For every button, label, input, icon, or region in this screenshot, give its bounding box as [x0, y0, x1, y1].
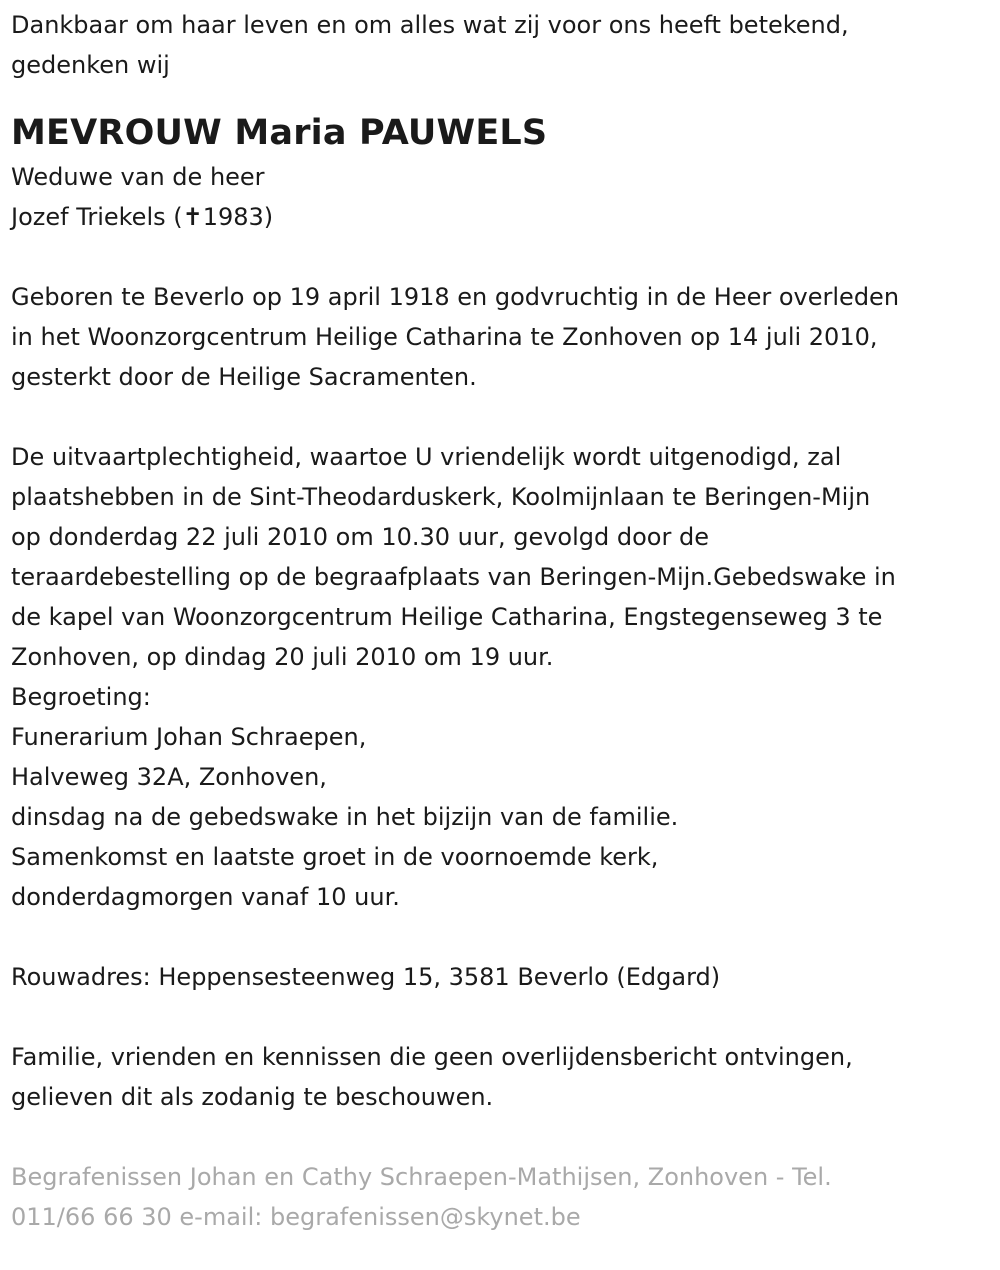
spouse-line: Weduwe van de heer: [11, 163, 265, 191]
funeral-line: Samenkomst en laatste groet in de voornoemde kerk,: [11, 843, 659, 871]
intro-line: Dankbaar om haar leven en om alles wat zij voor ons heeft betekend,: [11, 11, 849, 39]
funeral-line: Begroeting:: [11, 683, 151, 711]
notice-section: [11, 1037, 990, 1117]
spacer: [11, 917, 990, 957]
spouse-section: [11, 157, 990, 237]
birth-death-section: [11, 277, 990, 397]
funeral-line: plaatshebben in de Sint-Theodarduskerk, Koolmijnlaan te Beringen-Mijn: [11, 483, 871, 511]
spacer: [11, 397, 990, 437]
funeral-line: teraardebestelling op de begraafplaats van Beringen-Mijn.Gebedswake in: [11, 563, 896, 591]
funeral-line: De uitvaartplechtigheid, waartoe U vriendelijk wordt uitgenodigd, zal: [11, 443, 842, 471]
intro-line: gedenken wij: [11, 51, 170, 79]
deceased-name: MEVROUW Maria PAUWELS: [11, 113, 548, 153]
spouse-line: Jozef Triekels (✝1983): [11, 203, 274, 231]
funeral-line: dinsdag na de gebedswake in het bijzijn van de familie.: [11, 803, 679, 831]
funeral-line: de kapel van Woonzorgcentrum Heilige Catharina, Engstegenseweg 3 te: [11, 603, 883, 631]
funeral-line: Zonhoven, op dindag 20 juli 2010 om 19 uur.: [11, 643, 554, 671]
birth-death-line: Geboren te Beverlo op 19 april 1918 en godvruchtig in de Heer overleden: [11, 283, 900, 311]
funeral-line: Halveweg 32A, Zonhoven,: [11, 763, 327, 791]
birth-death-line: in het Woonzorgcentrum Heilige Catharina te Zonhoven op 14 juli 2010,: [11, 323, 878, 351]
notice-line: Familie, vrienden en kennissen die geen overlijdensbericht ontvingen,: [11, 1043, 853, 1071]
funeral-line: Funerarium Johan Schraepen,: [11, 723, 367, 751]
funeral-line: donderdagmorgen vanaf 10 uur.: [11, 883, 400, 911]
spacer: [11, 1117, 990, 1157]
spacer: [11, 237, 990, 277]
notice-line: gelieven dit als zodanig te beschouwen.: [11, 1083, 494, 1111]
spacer: [11, 997, 990, 1037]
funeral-line: op donderdag 22 juli 2010 om 10.30 uur, gevolgd door de: [11, 523, 709, 551]
spacer: [11, 85, 990, 109]
undertaker-footer: [11, 1157, 990, 1237]
footer-line: 011/66 66 30 e-mail: begrafenissen@skynet.be: [11, 1203, 581, 1231]
intro-section: [11, 5, 990, 85]
footer-line: Begrafenissen Johan en Cathy Schraepen-Mathijsen, Zonhoven - Tel.: [11, 1163, 832, 1191]
birth-death-line: gesterkt door de Heilige Sacramenten.: [11, 363, 477, 391]
mourning-address: Rouwadres: Heppensesteenweg 15, 3581 Beverlo (Edgard): [11, 963, 721, 991]
funeral-section: [11, 437, 990, 917]
mourning-address-section: [11, 957, 990, 997]
